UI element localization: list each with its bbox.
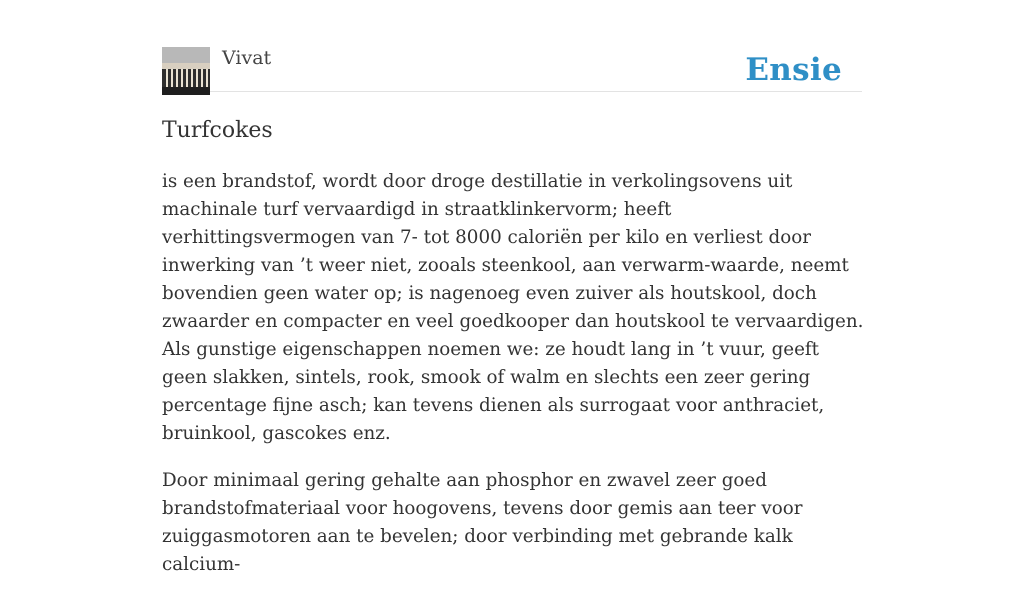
brand-logo[interactable]: Ensie <box>745 52 842 88</box>
article-body <box>162 168 868 598</box>
author-name[interactable]: Vivat <box>222 47 272 69</box>
author-avatar[interactable] <box>162 47 210 95</box>
page <box>162 0 864 575</box>
article-paragraph: is een brandstof, wordt door droge destillatie in verkolingsovens uit machinale turf vervaardigd in straatklinkervorm; heeft verhittingsvermogen van 7- tot 8000 caloriën per kilo en verliest door inwerking van ’t weer niet, zooals steenkool, aan verwarm-waarde, neemt bovendien geen water op; is nagenoeg even zuiver als houtskool, doch zwaarder en compacter en veel goedkooper dan houtskool te vervaardigen. Als gunstige eigenschappen noemen we: ze houdt lang in ’t vuur, geeft geen slakken, sintels, rook, smook of walm en slechts een zeer gering percentage fijne asch; kan tevens dienen als surrogaat voor anthraciet, bruinkool, gascokes enz. <box>162 171 864 444</box>
article-title: Turfcokes <box>162 118 273 143</box>
site-header <box>162 0 862 92</box>
article-paragraph: Door minimaal gering gehalte aan phosphor en zwavel zeer goed brandstofmateriaal voor hoogovens, tevens door gemis aan teer voor zuiggasmotoren aan te bevelen; door verbinding met gebrande kalk calcium- <box>162 470 803 575</box>
book-spines-avatar-icon <box>162 47 210 95</box>
